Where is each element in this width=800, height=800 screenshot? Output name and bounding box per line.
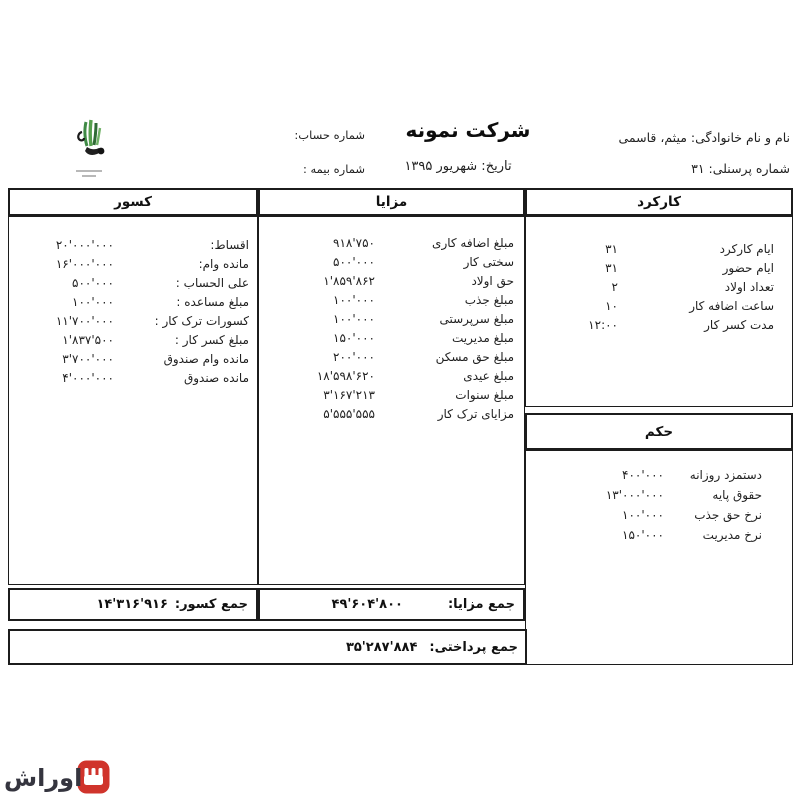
total-paid-label: جمع پرداختی: xyxy=(429,639,518,655)
row-label: حق اولاد xyxy=(471,273,514,288)
table-row xyxy=(259,252,514,271)
row-label: مانده وام صندوق xyxy=(163,351,249,366)
table-row xyxy=(9,292,249,311)
row-label: مبلغ مدیریت xyxy=(451,330,514,345)
row-label: علی الحساب : xyxy=(175,275,249,290)
row-value: ۴۰۰'۰۰۰ xyxy=(622,468,664,482)
row-value: ۲۰'۰۰۰'۰۰۰ xyxy=(55,237,114,252)
row-label: مانده وام: xyxy=(198,256,249,271)
row-label: مبلغ سنوات xyxy=(455,387,514,402)
table-row xyxy=(526,465,762,485)
row-value: ۳'۷۰۰'۰۰۰ xyxy=(62,351,114,366)
row-label: مبلغ جذب xyxy=(464,292,514,307)
row-value: ۱۰۰'۰۰۰ xyxy=(72,294,114,309)
table-row xyxy=(9,368,249,387)
total-deductions-label: جمع کسور: xyxy=(174,597,248,612)
table-row xyxy=(259,366,514,385)
decree-header-label: حکم xyxy=(644,423,674,440)
row-value: ۱۵۰'۰۰۰ xyxy=(333,330,375,345)
table-row xyxy=(526,296,774,315)
total-benefits xyxy=(258,588,525,621)
row-label: مبلغ مساعده : xyxy=(176,294,249,309)
row-label: مبلغ عیدی xyxy=(463,368,514,383)
row-value: ۱۰ xyxy=(605,298,618,313)
column-header-benefits-label: مزایا xyxy=(375,194,408,210)
row-value: ۵۰۰'۰۰۰ xyxy=(72,275,114,290)
table-row xyxy=(526,258,774,277)
row-label: مبلغ کسر کار : xyxy=(174,332,249,347)
row-value: ۱۲:۰۰ xyxy=(588,317,618,332)
row-label: نرخ حق جذب xyxy=(694,508,762,522)
row-label: مانده صندوق xyxy=(183,370,249,385)
table-row xyxy=(9,330,249,349)
column-header-deductions xyxy=(8,188,258,216)
table-row xyxy=(259,309,514,328)
row-value: ۱۱'۷۰۰'۰۰۰ xyxy=(55,313,114,328)
table-row xyxy=(259,271,514,290)
table-row xyxy=(9,311,249,330)
table-row xyxy=(259,404,514,423)
table-row xyxy=(9,273,249,292)
table-row xyxy=(9,254,249,273)
column-header-deductions-label: کسور xyxy=(114,194,152,210)
row-value: ۳۱ xyxy=(605,241,618,256)
table-row xyxy=(259,233,514,252)
brand-text: اوراش xyxy=(4,764,83,792)
row-label: مبلغ سرپرستی xyxy=(439,311,514,326)
total-benefits-label: جمع مزایا: xyxy=(447,597,515,612)
column-header-benefits xyxy=(258,188,525,216)
total-deductions-value: ۱۴'۳۱۶'۹۱۶ xyxy=(96,597,168,612)
row-value: ۵'۵۵۵'۵۵۵ xyxy=(323,406,375,421)
row-label: دستمزد روزانه xyxy=(689,468,762,482)
company-emblem-icon xyxy=(70,114,110,180)
row-value: ۵۰۰'۰۰۰ xyxy=(333,254,375,269)
row-value: ۳'۱۶۷'۲۱۳ xyxy=(323,387,375,402)
row-value: ۱۶'۰۰۰'۰۰۰ xyxy=(55,256,114,271)
total-benefits-value: ۴۹'۶۰۴'۸۰۰ xyxy=(331,597,403,612)
row-value: ۲ xyxy=(611,279,618,294)
employee-name-line: نام و نام خانوادگی: میثم، قاسمی xyxy=(618,130,790,145)
row-value: ۱'۸۳۷'۵۰۰ xyxy=(62,332,114,347)
table-row xyxy=(9,235,249,254)
account-number-label: شماره حساب: xyxy=(294,128,365,142)
row-value: ۱۰۰'۰۰۰ xyxy=(333,292,375,307)
row-value: ۱۳'۰۰۰'۰۰۰ xyxy=(605,488,664,502)
decree-section xyxy=(525,450,793,665)
table-row xyxy=(259,347,514,366)
row-label: اقساط: xyxy=(210,237,249,252)
table-row xyxy=(526,315,774,334)
decree-header xyxy=(525,413,793,450)
row-value: ۱۸'۵۹۸'۶۲۰ xyxy=(316,368,375,383)
column-header-attendance-label: کارکرد xyxy=(637,194,681,210)
total-deductions xyxy=(8,588,258,621)
row-label: مبلغ حق مسکن xyxy=(435,349,514,364)
table-row xyxy=(259,328,514,347)
row-label: سختی کار xyxy=(463,254,514,269)
benefits-section xyxy=(258,216,525,585)
total-paid xyxy=(8,629,527,665)
row-value: ۱'۸۵۹'۸۶۲ xyxy=(323,273,375,288)
personnel-number-line: شماره پرسنلی: ۳۱ xyxy=(691,161,790,176)
row-value: ۴'۰۰۰'۰۰۰ xyxy=(62,370,114,385)
row-label: مدت کسر کار xyxy=(704,317,774,332)
row-value: ۲۰۰'۰۰۰ xyxy=(333,349,375,364)
row-label: مزایای ترک کار xyxy=(437,406,514,421)
row-label: کسورات ترک کار : xyxy=(154,313,249,328)
table-row xyxy=(259,290,514,309)
document-date: تاریخ: شهریور ۱۳۹۵ xyxy=(404,159,512,174)
company-title: شرکت نمونه xyxy=(405,118,531,142)
total-paid-value: ۳۵'۲۸۷'۸۸۴ xyxy=(345,639,418,655)
row-value: ۱۵۰'۰۰۰ xyxy=(622,528,664,542)
attendance-section xyxy=(525,216,793,407)
table-row xyxy=(526,485,762,505)
table-row xyxy=(526,505,762,525)
row-label: ایام کارکرد xyxy=(719,241,774,256)
row-label: ایام حضور xyxy=(722,260,774,275)
row-label: ساعت اضافه کار xyxy=(689,298,774,313)
row-label: مبلغ اضافه کاری xyxy=(432,235,514,250)
insurance-number-label: شماره بیمه : xyxy=(302,162,365,176)
table-row xyxy=(259,385,514,404)
table-row xyxy=(9,349,249,368)
table-row xyxy=(526,277,774,296)
table-row xyxy=(526,239,774,258)
table-row xyxy=(526,525,762,545)
column-header-attendance xyxy=(525,188,793,216)
row-value: ۳۱ xyxy=(605,260,618,275)
row-value: ۱۰۰'۰۰۰ xyxy=(333,311,375,326)
row-value: ۱۰۰'۰۰۰ xyxy=(622,508,664,522)
deductions-section xyxy=(8,216,258,585)
row-value: ۹۱۸'۷۵۰ xyxy=(333,235,375,250)
row-label: تعداد اولاد xyxy=(724,279,774,294)
row-label: حقوق پایه xyxy=(712,488,762,502)
row-label: نرخ مدیریت xyxy=(702,528,762,542)
